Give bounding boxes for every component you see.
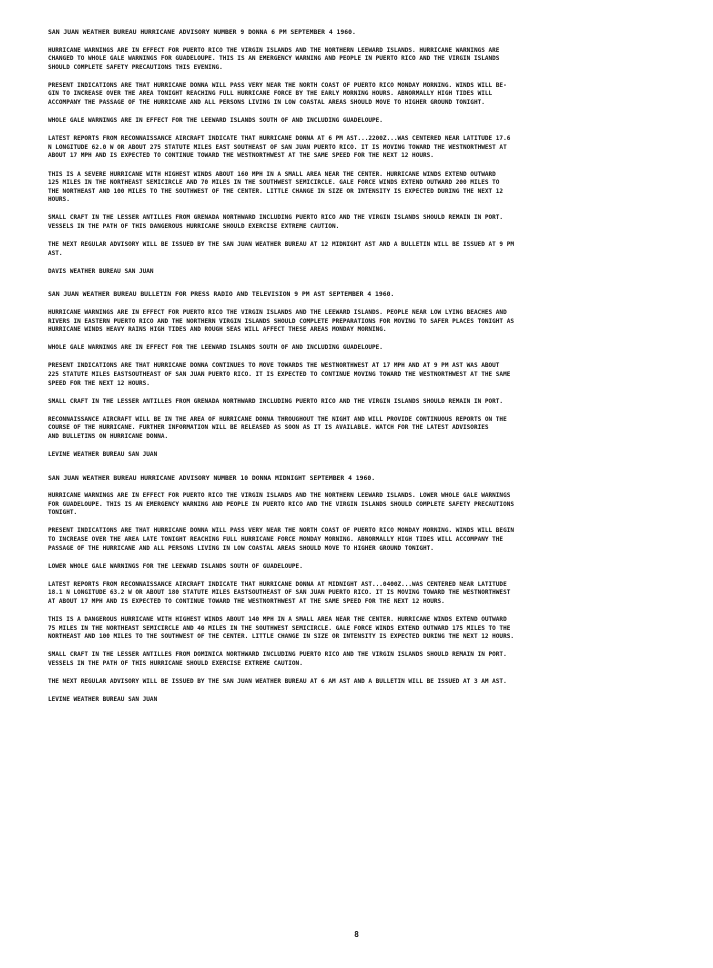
text-line: 75 MILES IN THE NORTHEAST SEMICIRCLE AND 40 MILES IN THE SOUTHWEST SEMICIRCLE. GALE FORCE WINDS EXTEND OUTWARD 175 MILES TO THE [48,624,511,632]
text-line: FOR GUADELOUPE. THIS IS AN EMERGENCY WARNING AND PEOPLE IN PUERTO RICO AND THE VIRGIN ISLANDS SHOULD COMPLETE SAFETY PRECAUTIONS [48,500,514,508]
text-line: SAN JUAN WEATHER BUREAU BULLETIN FOR PRESS RADIO AND TELEVISION 9 PM AST SEPTEMBER 4 1960. [48,290,395,299]
bulletin-paragraph [48,398,691,407]
bulletin-paragraph [48,47,691,73]
text-line: AT ABOUT 17 MPH AND IS EXPECTED TO CONTINUE TOWARD THE WESTNORTHWEST AT THE SAME SPEED FOR THE NEXT 12 HOURS. [48,598,445,606]
bulletin-paragraph [48,616,691,642]
bulletin-paragraph [48,117,691,126]
bulletin-paragraph [48,563,691,572]
text-line: SPEED FOR THE NEXT 12 HOURS. [48,379,150,387]
bulletin-paragraph [48,309,691,335]
bulletin-section [48,290,691,459]
text-line: ABOUT 17 MPH AND IS EXPECTED TO CONTINUE TOWARD THE WESTNORTHWEST AT THE SAME SPEED FOR THE NEXT 12 HOURS. [48,152,434,160]
text-line: SMALL CRAFT IN THE LESSER ANTILLES FROM GRENADA NORTHWARD INCLUDING PUERTO RICO AND THE VIRGIN ISLANDS SHOULD REMAIN IN PORT. [48,214,504,222]
text-line: TO INCREASE OVER THE AREA LATE TONIGHT REACHING FULL HURRICANE FORCE MONDAY MORNING. ABNORMALLY HIGH TIDES WILL ACCOMPANY THE [48,536,504,544]
text-line: PRESENT INDICATIONS ARE THAT HURRICANE DONNA WILL PASS VERY NEAR THE NORTH COAST OF PUERTO RICO MONDAY MORNING. WINDS WILL BEGIN [48,527,514,535]
bulletin-signature [48,696,691,705]
text-line: VESSELS IN THE PATH OF THIS DANGEROUS HURRICANE SHOULD EXERCISE EXTREME CAUTION. [48,223,340,230]
text-line: SMALL CRAFT IN THE LESSER ANTILLES FROM GRENADA NORTHWARD INCLUDING PUERTO RICO AND THE VIRGIN ISLANDS SHOULD REMAIN IN PORT. [48,397,504,405]
text-line: N LONGITUDE 62.0 W OR ABOUT 275 STATUTE MILES EAST SOUTHEAST OF SAN JUAN PUERTO RICO. IT IS MOVING TOWARD THE WESTNORTHWEST AT [48,143,507,151]
bulletin-heading [48,290,691,299]
bulletin-paragraph [48,214,691,231]
text-line: LATEST REPORTS FROM RECONNAISSANCE AIRCRAFT INDICATE THAT HURRICANE DONNA AT MIDNIGHT AST...0400Z...WAS CENTERED NEAR LATITUDE [48,580,507,588]
text-line: SAN JUAN WEATHER BUREAU HURRICANE ADVISORY NUMBER 10 DONNA MIDNIGHT SEPTEMBER 4 1960. [48,473,376,482]
bulletin-signature [48,268,691,277]
bulletin-paragraph [48,651,691,668]
bulletin-section [48,28,691,276]
bulletin-paragraph [48,241,691,258]
bulletin-heading [48,474,691,483]
text-line: VESSELS IN THE PATH OF THIS HURRICANE SHOULD EXERCISE EXTREME CAUTION. [48,660,303,667]
text-line: SMALL CRAFT IN THE LESSER ANTILLES FROM DOMINICA NORTHWARD INCLUDING PUERTO RICO AND THE VIRGIN ISLANDS SHOULD REMAIN IN PORT. [48,651,507,659]
bulletin-paragraph [48,82,691,108]
text-line: RIVERS IN EASTERN PUERTO RICO AND THE NORTHERN VIRGIN ISLANDS SHOULD COMPLETE PREPARATIONS FOR MOVING TO SAFER PLACES TONIGHT AS [48,317,514,325]
text-line: CHANGED TO WHOLE GALE WARNINGS FOR GUADELOUPE. THIS IS AN EMERGENCY WARNING AND PEOPLE IN PUERTO RICO AND THE VIRGIN ISLANDS [48,55,500,63]
bulletin-paragraph [48,362,691,388]
text-line: SHOULD COMPLETE SAFETY PRECAUTIONS THIS EVENING. [48,63,223,71]
bulletin-paragraph [48,135,691,161]
text-line: 125 MILES IN THE NORTHEAST SEMICIRCLE AND 70 MILES IN THE SOUTHWEST SEMICIRCLE. GALE FORCE WINDS EXTEND OUTWARD 200 MILES TO [48,179,500,187]
text-line: ACCOMPANY THE PASSAGE OF THE HURRICANE AND ALL PERSONS LIVING IN LOW COASTAL AREAS SHOULD MOVE TO HIGHER GROUND TONIGHT. [48,99,485,107]
text-line: PRESENT INDICATIONS ARE THAT HURRICANE DONNA CONTINUES TO MOVE TOWARDS THE WESTNORTHWEST AT 17 MPH AND AT 9 PM AST WAS ABOUT [48,362,500,370]
text-line: HOURS. [48,196,70,204]
bulletin-section [48,474,691,705]
text-line: HURRICANE WARNINGS ARE IN EFFECT FOR PUERTO RICO THE VIRGIN ISLANDS AND THE LEEWARD ISLANDS. PEOPLE NEAR LOW LYING BEACHES AND [48,308,507,316]
text-line: PASSAGE OF THE HURRICANE AND ALL PERSONS LIVING IN LOW COASTAL AREAS SHOULD MOVE TO HIGHER GROUND TONIGHT. [48,544,434,552]
text-line: RECONNAISSANCE AIRCRAFT WILL BE IN THE AREA OF HURRICANE DONNA THROUGHOUT THE NIGHT AND WILL PROVIDE CONTINUOUS REPORTS ON THE [48,415,507,423]
text-line: LOWER WHOLE GALE WARNINGS FOR THE LEEWARD ISLANDS SOUTH OF GUADELOUPE. [48,562,303,570]
bulletin-paragraph [48,344,691,353]
bulletin-signature [48,451,691,460]
text-line: THIS IS A DANGEROUS HURRICANE WITH HIGHEST WINDS ABOUT 140 MPH IN A SMALL AREA NEAR THE CENTER. HURRICANE WINDS EXTEND OUTWARD [48,616,507,624]
text-line: THE NEXT REGULAR ADVISORY WILL BE ISSUED BY THE SAN JUAN WEATHER BUREAU AT 6 AM AST AND A BULLETIN WILL BE ISSUED AT 3 AM AST. [48,678,507,686]
text-line: TONIGHT. [48,509,78,517]
text-line: AND BULLETINS ON HURRICANE DONNA. [48,432,169,440]
text-line: THE NORTHEAST AND 100 MILES TO THE SOUTHWEST OF THE CENTER. LITTLE CHANGE IN SIZE OR INTENSITY IS EXPECTED DURING THE NEXT 12 [48,187,504,195]
bulletin-paragraph [48,492,691,518]
page-number: 8 [354,930,359,939]
bulletin-paragraph [48,527,691,553]
text-line: HURRICANE WINDS HEAVY RAINS HIGH TIDES AND ROUGH SEAS WILL AFFECT THESE AREAS MONDAY MORNING. [48,326,387,334]
text-line: HURRICANE WARNINGS ARE IN EFFECT FOR PUERTO RICO THE VIRGIN ISLANDS AND THE NORTHERN LEEWARD ISLANDS. HURRICANE WARNINGS ARE [48,46,500,54]
text-line: DAVIS WEATHER BUREAU SAN JUAN [48,267,154,275]
text-line: 18.1 N LONGITUDE 63.2 W OR ABOUT 180 STATUTE MILES EASTSOUTHEAST OF SAN JUAN PUERTO RICO. IT IS MOVING TOWARD THE WESTNORTHWEST [48,589,511,597]
text-line: PRESENT INDICATIONS ARE THAT HURRICANE DONNA WILL PASS VERY NEAR THE NORTH COAST OF PUERTO RICO MONDAY MORNING. WINDS WILL BE- [48,81,507,89]
text-line: LATEST REPORTS FROM RECONNAISSANCE AIRCRAFT INDICATE THAT HURRICANE DONNA AT 6 PM AST...2200Z...WAS CENTERED NEAR LATITUDE 17.6 [48,135,511,143]
bulletin-paragraph [48,171,691,205]
text-line: HURRICANE WARNINGS ARE IN EFFECT FOR PUERTO RICO THE VIRGIN ISLANDS AND THE NORTHERN LEEWARD ISLANDS. LOWER WHOLE GALE WARNINGS [48,492,511,500]
bulletin-paragraph [48,581,691,607]
bulletin-paragraph [48,678,691,687]
text-line: WHOLE GALE WARNINGS ARE IN EFFECT FOR THE LEEWARD ISLANDS SOUTH OF AND INCLUDING GUADELOUPE. [48,117,383,125]
text-line: THE NEXT REGULAR ADVISORY WILL BE ISSUED BY THE SAN JUAN WEATHER BUREAU AT 12 MIDNIGHT AST AND A BULLETIN WILL BE ISSUED AT 9 PM [48,241,514,249]
bulletin-heading [48,28,691,37]
text-line: GIN TO INCREASE OVER THE AREA TONIGHT REACHING FULL HURRICANE FORCE BY THE EARLY MORNING HOURS. ABNORMALLY HIGH TIDES WILL [48,90,493,98]
text-line: LEVINE WEATHER BUREAU SAN JUAN [48,696,158,704]
text-line: THIS IS A SEVERE HURRICANE WITH HIGHEST WINDS ABOUT 160 MPH IN A SMALL AREA NEAR THE CENTER. HURRICANE WINDS EXTEND OUTWARD [48,170,496,178]
bulletin-paragraph [48,416,691,442]
text-line: SAN JUAN WEATHER BUREAU HURRICANE ADVISORY NUMBER 9 DONNA 6 PM SEPTEMBER 4 1960. [48,28,356,36]
text-line: WHOLE GALE WARNINGS ARE IN EFFECT FOR THE LEEWARD ISLANDS SOUTH OF AND INCLUDING GUADELOUPE. [48,344,383,352]
text-line: AST. [48,249,63,257]
text-line: NORTHEAST AND 100 MILES TO THE SOUTHWEST OF THE CENTER. LITTLE CHANGE IN SIZE OR INTENSITY IS EXPECTED DURING THE NEXT 12 HOURS. [48,633,514,641]
text-line: LEVINE WEATHER BUREAU SAN JUAN [48,451,158,458]
text-line: 225 STATUTE MILES EASTSOUTHEAST OF SAN JUAN PUERTO RICO. IT IS EXPECTED TO CONTINUE MOVING TOWARD THE WESTNORTHWEST AT THE SAME [48,370,511,378]
document-body [48,28,691,705]
text-line: COURSE OF THE HURRICANE. FURTHER INFORMATION WILL BE RELEASED AS SOON AS IT IS AVAILABLE. WATCH FOR THE LATEST ADVISORIES [48,424,489,432]
